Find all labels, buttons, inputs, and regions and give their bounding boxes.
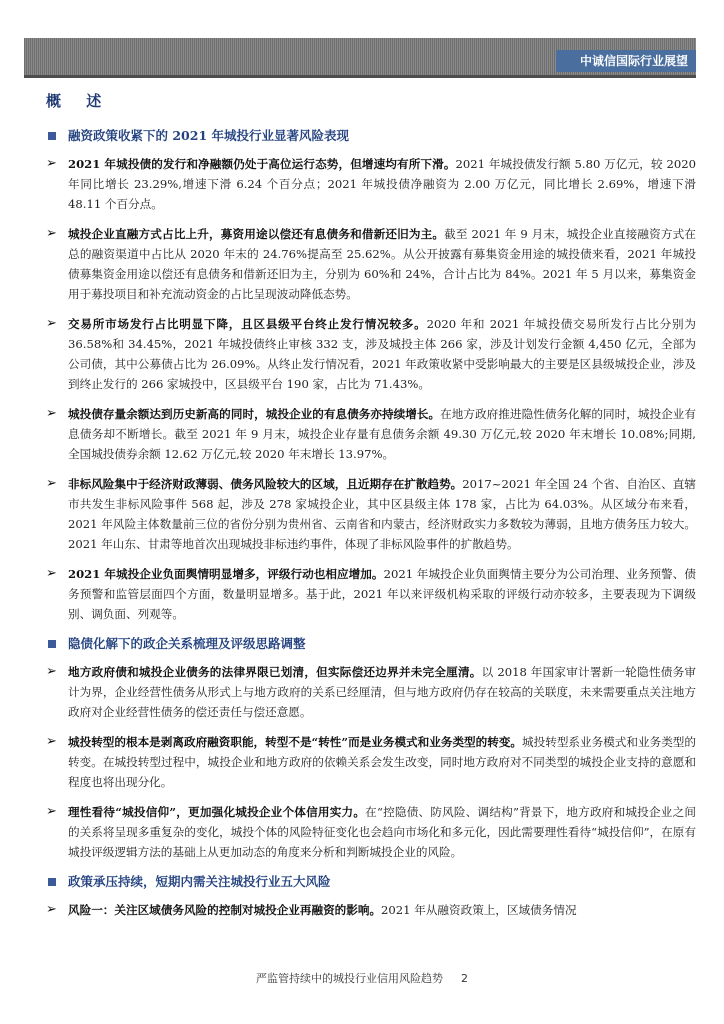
bullet-paragraph <box>46 404 696 464</box>
bullet-lead: 2021 年城投企业负面舆情明显增多，评级行动也相应增加。 <box>68 567 384 581</box>
sub-heading <box>46 634 696 654</box>
arrow-bullet-icon: ➢ <box>46 406 57 421</box>
arrow-bullet-icon: ➢ <box>46 804 57 819</box>
sub-heading <box>46 126 696 146</box>
bullet-lead: 交易所市场发行占比明显下降，且区县级平台终止发行情况较多。 <box>68 317 427 331</box>
sub-heading-text: 政策承压持续，短期内需关注城投行业五大风险 <box>68 874 331 889</box>
bullet-lead: 2021 年城投债的发行和净融额仍处于高位运行态势，但增速均有所下滑。 <box>68 157 456 171</box>
bullet-paragraph <box>46 662 696 722</box>
bullet-lead: 地方政府债和城投企业债务的法律界限已划清，但实际偿还边界并未完全厘清。 <box>68 665 482 679</box>
square-bullet-icon <box>48 132 56 140</box>
page-number: 2 <box>461 972 468 985</box>
sub-heading <box>46 872 696 892</box>
bullet-text: 2020 年和 2021 年城投债交易所发行占比分别为 36.58%和 34.45%，2021 年城投债终止审核 332 支，涉及城投主体 266 家，涉及计划发行金额 4,450 亿元，全部为公司债，其中公募债占比为 26.09%。从终止发行情况看，2021 年政策收紧中受影响最大的主要是区县级城投企业，涉及到终止发行的 266 家城投中，区县级平台 190 家，占比为 71.43%。 <box>68 317 696 391</box>
square-bullet-icon <box>48 640 56 648</box>
arrow-bullet-icon: ➢ <box>46 734 57 749</box>
arrow-bullet-icon: ➢ <box>46 566 57 581</box>
bullet-text: 2021 年城投债发行额 5.80 万亿元，较 2020 年同比增长 23.29%,增速下滑 6.24 个百分点；2021 年城投债净融资为 2.00 万亿元，同比增长 2.69%，增速下滑 48.11 个百分点。 <box>68 157 696 211</box>
page-header-bar <box>24 38 696 78</box>
header-brand: 中诚信国际行业展望 <box>556 50 696 72</box>
bullet-paragraph <box>46 154 696 214</box>
arrow-bullet-icon: ➢ <box>46 316 57 331</box>
sub-heading-text: 隐债化解下的政企关系梳理及评级思路调整 <box>68 636 306 651</box>
bullet-text: 截至 2021 年 9 月末，城投企业直接融资方式在总的融资渠道中占比从 2020 年末的 24.76%提高至 25.62%。从公开披露有募集资金用途的城投债来看，2021 年城投债募集资金用途以偿还有息债务和借新还旧为主，分别为 60%和 24%，合计占比为 84%。2021 年 5 月以来，募集资金用于募投项目和补充流动资金的占比呈现波动降低态势。 <box>68 227 696 301</box>
bullet-text: 在地方政府推进隐性债务化解的同时，城投企业有息债务却不断增长。截至 2021 年 9 月末，城投企业存量有息债务余额 49.30 万亿元,较 2020 年末增长 10.08%;同期,全国城投债券余额 12.62 万亿元,较 2020 年末增长 13.97%。 <box>68 407 696 461</box>
square-bullet-icon <box>48 878 56 886</box>
bullet-paragraph <box>46 314 696 394</box>
arrow-bullet-icon: ➢ <box>46 902 57 917</box>
footer-title: 严监管持续中的城投行业信用风险趋势 <box>256 972 443 985</box>
bullet-text: 以 2018 年国家审计署新一轮隐性债务审计为界，企业经营性债务从形式上与地方政府的关系已经厘清，但与地方政府仍存在较高的关联度，未来需要重点关注地方政府对企业经营性债务的偿还责任与偿还意愿。 <box>68 665 696 719</box>
bullet-paragraph <box>46 900 696 920</box>
bullet-paragraph <box>46 802 696 862</box>
bullet-text: 在“控隐债、防风险、调结构”背景下，地方政府和城投企业之间的关系将呈现多重复杂的变化，城投个体的风险特征变化也会趋向市场化和多元化，因此需要理性看待“城投信仰”，在原有城投评级逻辑方法的基础上从更加动态的角度来分析和判断城投企业的风险。 <box>68 805 696 859</box>
bullet-lead: 风险一：关注区域债务风险的控制对城投企业再融资的影响。 <box>68 903 382 917</box>
page-footer <box>0 970 724 986</box>
section-title: 概 述 <box>46 92 112 110</box>
bullet-text: 2017~2021 年全国 24 个省、自治区、直辖市共发生非标风险事件 568 起，涉及 278 家城投企业，其中区县级主体 178 家，占比为 64.03%。从区域分布来看，2021 年风险主体数量前三位的省份分别为贵州省、云南省和内蒙古，经济财政实力多数较为薄弱，且地方债务压力较大。2021 年山东、甘肃等地首次出现城投非标违约事件，体现了非标风险事件的扩散趋势。 <box>68 477 696 551</box>
bullet-lead: 城投债存量余额达到历史新高的同时，城投企业的有息债务亦持续增长。 <box>68 407 441 421</box>
bullet-text: 2021 年从融资政策上，区域债务情况 <box>381 903 577 917</box>
arrow-bullet-icon: ➢ <box>46 156 57 171</box>
sub-heading-text: 融资政策收紧下的 2021 年城投行业显著风险表现 <box>68 128 349 143</box>
bullet-text: 2021 年城投企业负面舆情主要分为公司治理、业务预警、债务预警和监管层面四个方面，数量明显增多。基于此，2021 年以来评级机构采取的评级行动亦较多，主要表现为下调级别、调负面、列观等。 <box>68 567 696 621</box>
bullet-lead: 城投企业直融方式占比上升，募资用途以偿还有息债务和借新还旧为主。 <box>68 227 445 241</box>
arrow-bullet-icon: ➢ <box>46 476 57 491</box>
bullet-lead: 城投转型的根本是剥离政府融资职能，转型不是“转性”而是业务模式和业务类型的转变。 <box>68 735 523 749</box>
bullet-paragraph <box>46 564 696 624</box>
document-body <box>46 126 696 930</box>
bullet-paragraph <box>46 732 696 792</box>
bullet-paragraph <box>46 224 696 304</box>
bullet-paragraph <box>46 474 696 554</box>
bullet-lead: 理性看待“城投信仰”，更加强化城投企业个体信用实力。 <box>68 805 366 819</box>
bullet-lead: 非标风险集中于经济财政薄弱、债务风险较大的区域，且近期存在扩散趋势。 <box>68 477 463 491</box>
bullet-text: 城投转型系业务模式和业务类型的转变。在城投转型过程中，城投企业和地方政府的依赖关系会发生改变，同时地方政府对不同类型的城投企业支持的意愿和程度也将出现分化。 <box>68 735 696 789</box>
arrow-bullet-icon: ➢ <box>46 664 57 679</box>
arrow-bullet-icon: ➢ <box>46 226 57 241</box>
